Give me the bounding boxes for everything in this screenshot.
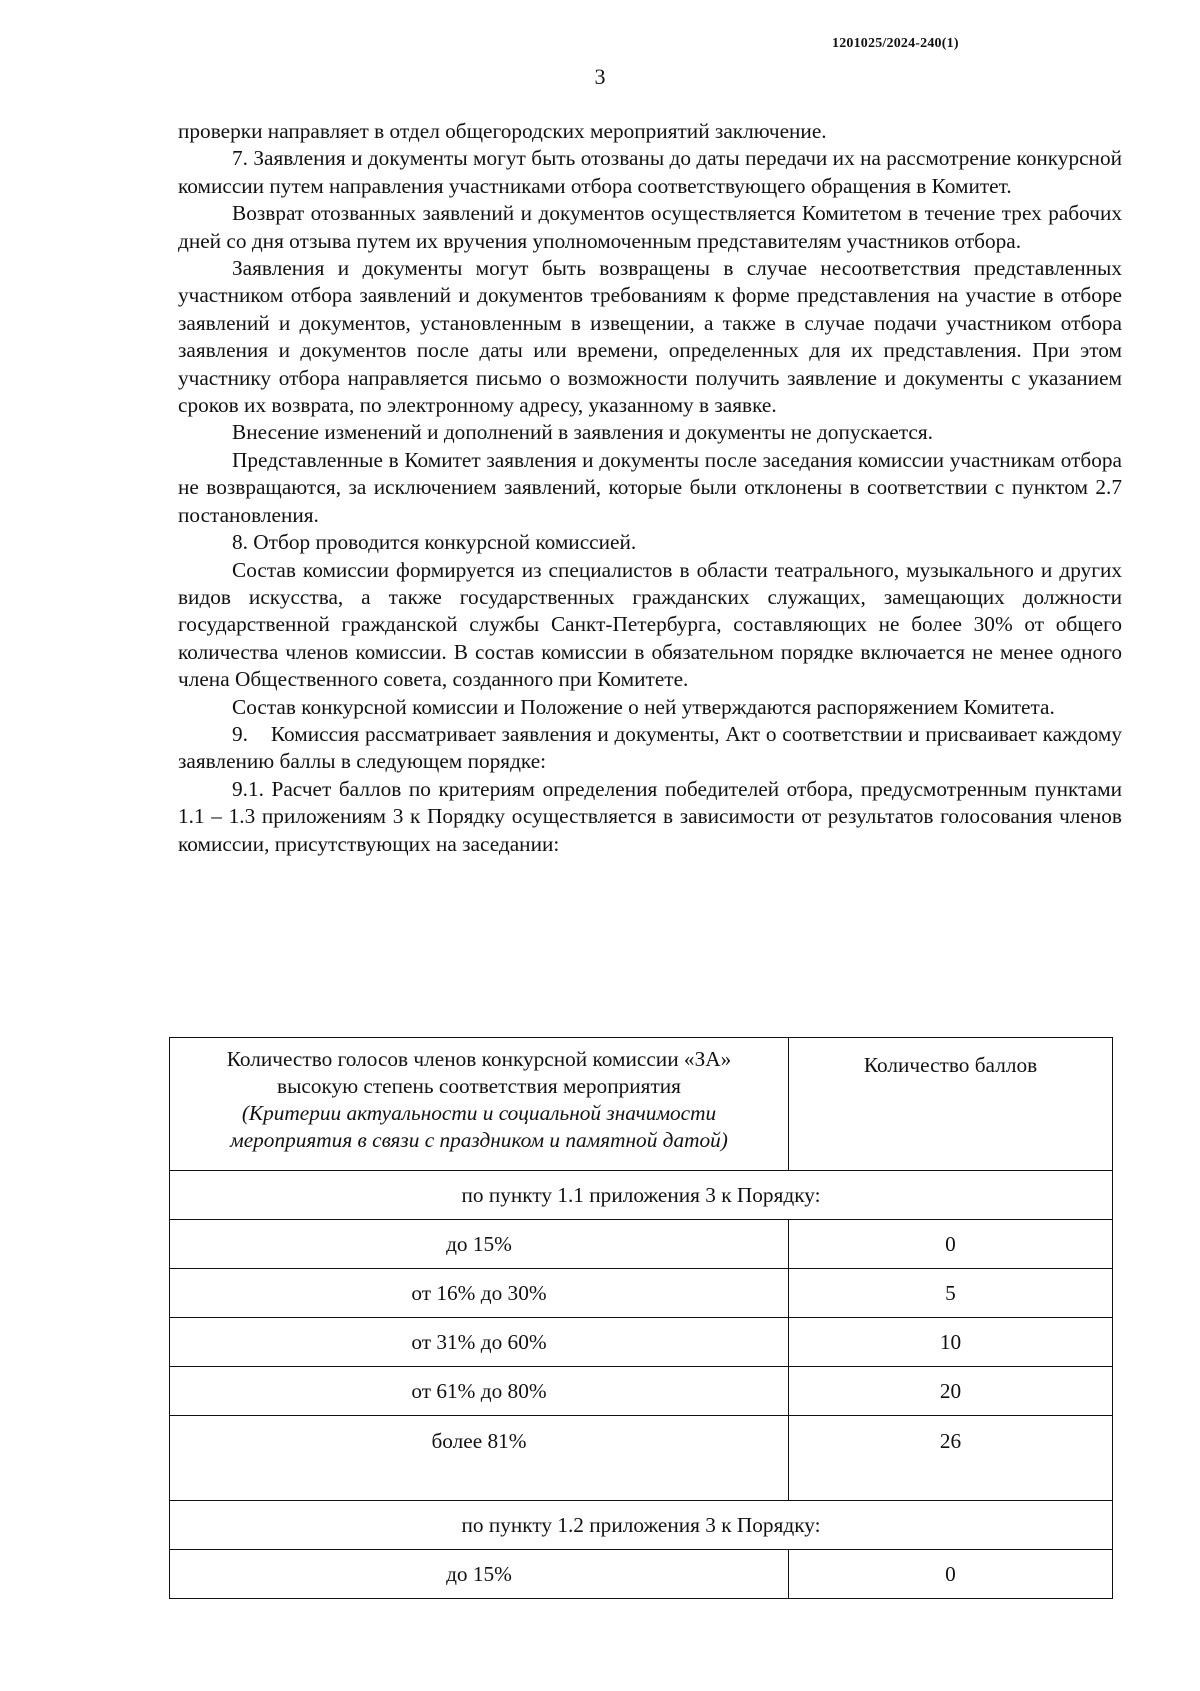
paragraph: 9. Комиссия рассматривает заявления и документы, Акт о соответствии и присваивает каждому заявлению баллы в следующем порядке:: [178, 721, 1122, 774]
table-section-row: [170, 1501, 1113, 1550]
section-label: по пункту 1.1 приложения 3 к Порядку:: [170, 1171, 1113, 1220]
paragraph: Состав комиссии формируется из специалистов в области театрального, музыкального и других видов искусства, а также государственных гражданских служащих, замещающих должности государственной гражданской службы Санкт-Петербурга, составляющих не более 30% от общего количества членов комиссии. В состав комиссии в обязательном порядке включается не менее одного члена Общественного совета, созданного при Комитете.: [178, 557, 1122, 692]
paragraph: Возврат отозванных заявлений и документов осуществляется Комитетом в течение трех рабочих дней со дня отзыва путем их вручения уполномоченным представителям участников отбора.: [178, 201, 1122, 253]
range-cell: от 61% до 80%: [170, 1367, 789, 1416]
range-cell: от 31% до 60%: [170, 1318, 789, 1367]
score-cell: 5: [789, 1269, 1113, 1318]
range-cell: до 15%: [170, 1550, 789, 1599]
table-section-row: [170, 1171, 1113, 1220]
table-row: [170, 1269, 1113, 1318]
paragraph: Заявления и документы могут быть возвращены в случае несоответствия представленных участником отбора заявлений и документов требованиям к форме представления на участие в отборе заявлений и документов, установленным в извещении, а также в случае подачи участником отбора заявления и документов после даты или времени, определенных для их представления. При этом участнику отбора направляется письмо о возможности получить заявление и документы с указанием сроков их возврата, по электронному адресу, указанному в заявке.: [178, 256, 1122, 418]
section-label: по пункту 1.2 приложения 3 к Порядку:: [170, 1501, 1113, 1550]
header-criteria-note: (Критерии актуальности и социальной значимости мероприятия в связи с праздником и памятной датой): [230, 1101, 728, 1152]
paragraph: 8. Отбор проводится конкурсной комиссией.: [232, 530, 637, 555]
paragraph: проверки направляет в отдел общегородских мероприятий заключение.: [178, 119, 827, 143]
score-cell: 0: [789, 1550, 1113, 1599]
paragraph: Представленные в Комитет заявления и документы после заседания комиссии участникам отбора не возвращаются, за исключением заявлений, которые были отклонены в соответствии с пунктом 2.7 постановления.: [178, 447, 1122, 527]
table-row: [170, 1220, 1113, 1269]
paragraph: Внесение изменений и дополнений в заявления и документы не допускается.: [232, 420, 934, 445]
table-row: [170, 1550, 1113, 1599]
score-cell: 0: [789, 1220, 1113, 1269]
range-cell: более 81%: [170, 1416, 789, 1501]
score-cell: 20: [789, 1367, 1113, 1416]
header-votes-cell: [170, 1038, 789, 1171]
range-cell: до 15%: [170, 1220, 789, 1269]
score-cell: 26: [789, 1416, 1113, 1501]
score-cell: 10: [789, 1318, 1113, 1367]
table-header-row: [170, 1038, 1113, 1171]
header-votes-text: Количество голосов членов конкурсной комиссии «ЗА» высокую степень соответствия мероприятия: [226, 1047, 732, 1098]
paragraph: 7. Заявления и документы могут быть отозваны до даты передачи их на рассмотрение конкурсной комиссии путем направления участниками отбора соответствующего обращения в Комитет.: [178, 146, 1122, 198]
table-row: [170, 1367, 1113, 1416]
paragraph: Состав конкурсной комиссии и Положение о ней утверждаются распоряжением Комитета.: [232, 694, 1055, 719]
header-score-cell: Количество баллов: [789, 1038, 1113, 1171]
range-cell: от 16% до 30%: [170, 1269, 789, 1318]
page-number: 3: [594, 64, 606, 89]
paragraph: 9.1. Расчет баллов по критериям определения победителей отбора, предусмотренным пунктами 1.1 – 1.3 приложениям 3 к Порядку осуществляется в зависимости от результатов голосования членов комиссии, присутствующих на заседании:: [178, 776, 1122, 856]
document-number: 1201025/2024-240(1): [832, 36, 959, 51]
table-row: [170, 1416, 1113, 1501]
scoring-table: [169, 1037, 1113, 1599]
document-body: [178, 118, 1122, 858]
table-row: [170, 1318, 1113, 1367]
